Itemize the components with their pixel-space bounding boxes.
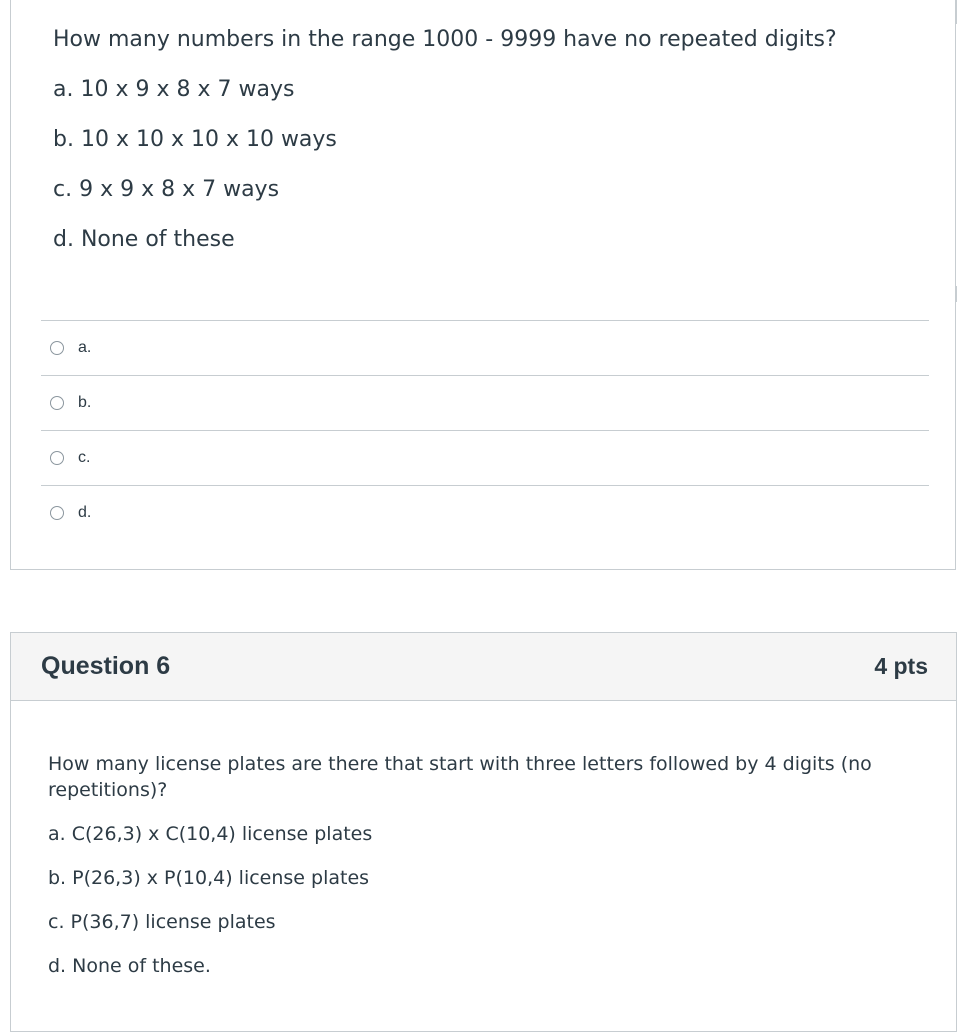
question-6-choice-b-text: b. P(26,3) x P(10,4) license plates xyxy=(48,867,370,889)
question-6-prompt-line-2: repetitions)? xyxy=(48,779,168,801)
right-edge-line xyxy=(956,718,957,742)
question-6-choice-a-text: a. C(26,3) x C(10,4) license plates xyxy=(48,823,373,845)
question-5-card xyxy=(10,0,956,570)
answer-option-d[interactable] xyxy=(41,485,929,540)
question-points: 4 pts xyxy=(874,653,928,679)
answer-label: c. xyxy=(78,449,91,466)
right-edge-line xyxy=(956,0,957,24)
question-5-choice-b-text: b. 10 x 10 x 10 x 10 ways xyxy=(53,127,337,152)
right-edge-line xyxy=(956,286,957,302)
answer-label: b. xyxy=(78,394,92,411)
answer-list xyxy=(41,320,929,540)
question-6-prompt-line-1: How many license plates are there that start with three letters followed by 4 digits (no xyxy=(48,753,872,775)
question-5-choice-d-text: d. None of these xyxy=(53,227,235,252)
right-edge-line xyxy=(956,992,957,1024)
question-6-choice-c-text: c. P(36,7) license plates xyxy=(48,911,276,933)
radio-button-icon[interactable] xyxy=(50,506,64,520)
answer-label: a. xyxy=(78,339,92,356)
answer-label: d. xyxy=(78,504,92,521)
question-6-card xyxy=(10,632,957,1032)
answer-option-c[interactable] xyxy=(41,430,929,485)
radio-button-icon[interactable] xyxy=(50,451,64,465)
question-6-header xyxy=(11,633,956,701)
question-5-prompt: How many numbers in the range 1000 - 9999 have no repeated digits? xyxy=(53,27,837,52)
question-6-choice-d-text: d. None of these. xyxy=(48,955,211,977)
answer-option-a[interactable] xyxy=(41,320,929,375)
radio-button-icon[interactable] xyxy=(50,396,64,410)
radio-button-icon[interactable] xyxy=(50,341,64,355)
question-5-choice-a-text: a. 10 x 9 x 8 x 7 ways xyxy=(53,77,295,102)
question-6-body xyxy=(48,751,958,979)
question-5-text xyxy=(53,28,933,252)
question-title: Question 6 xyxy=(41,652,171,680)
question-5-choice-c-text: c. 9 x 9 x 8 x 7 ways xyxy=(53,177,280,202)
answer-option-b[interactable] xyxy=(41,375,929,430)
